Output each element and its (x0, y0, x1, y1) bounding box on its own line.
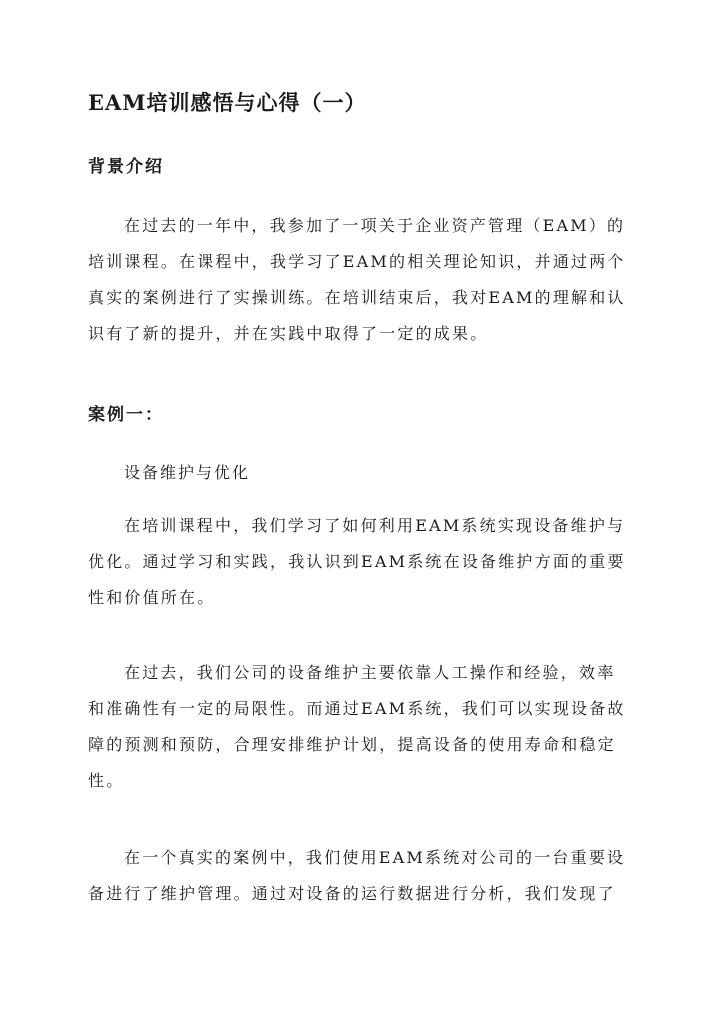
paragraph-case1-1 (88, 508, 633, 616)
paragraph-case1-2 (88, 655, 633, 799)
paragraph-line: 真实的案例进行了实操训练。在培训结束后，我对EAM的理解和认 (88, 288, 626, 307)
paragraph-line: 识有了新的提升，并在实践中取得了一定的成果。 (88, 324, 489, 343)
section-heading-background: 背景介绍 (88, 157, 164, 177)
paragraph-line: 培训课程。在课程中，我学习了EAM的相关理论知识，并通过两个 (88, 252, 626, 271)
paragraph-background-1 (88, 208, 633, 352)
paragraph-line: 在过去的一年中，我参加了一项关于企业资产管理（EAM）的 (124, 216, 626, 235)
paragraph-line: 在培训课程中，我们学习了如何利用EAM系统实现设备维护与 (124, 516, 626, 535)
paragraph-line: 性和价值所在。 (88, 588, 216, 607)
paragraph-line: 备进行了维护管理。通过对设备的运行数据进行分析，我们发现了 (88, 884, 616, 903)
paragraph-line: 和准确性有一定的局限性。而通过EAM系统，我们可以实现设备故 (88, 699, 626, 718)
paragraph-case1-3 (88, 840, 633, 912)
paragraph-line: 性。 (88, 771, 125, 790)
case1-subtitle: 设备维护与优化 (124, 463, 251, 482)
paragraph-line: 在一个真实的案例中，我们使用EAM系统对公司的一台重要设 (124, 848, 626, 867)
paragraph-line: 优化。通过学习和实践，我认识到EAM系统在设备维护方面的重要 (88, 552, 626, 571)
paragraph-line: 在过去，我们公司的设备维护主要依靠人工操作和经验，效率 (124, 663, 616, 682)
section-heading-case1: 案例一： (88, 405, 164, 425)
document-title: EAM培训感悟与心得（一） (88, 90, 367, 115)
paragraph-line: 障的预测和预防，合理安排维护计划，提高设备的使用寿命和稳定 (88, 735, 616, 754)
